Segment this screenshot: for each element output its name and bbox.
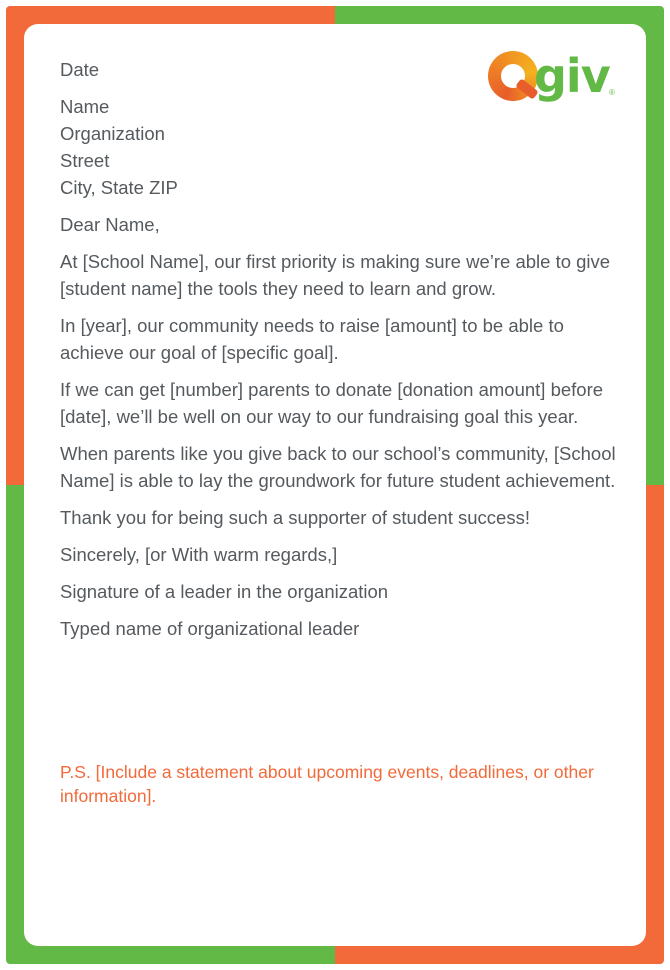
letter-paragraph-thanks: Thank you for being such a supporter of student success!	[60, 507, 530, 528]
letter-paragraph-ask: If we can get [number] parents to donate [donation amount] before [date], we’ll be well on our way to our fundraising goal this year.	[60, 379, 604, 427]
address-name: Name	[60, 96, 110, 117]
recipient-address	[60, 93, 620, 201]
letter-typed-name: Typed name of organizational leader	[60, 618, 360, 639]
letter-paragraph-goal: In [year], our community needs to raise [amount] to be able to achieve our goal of [specific goal].	[60, 315, 564, 363]
letter-signature: Signature of a leader in the organization	[60, 581, 389, 602]
letter-postscript: P.S. [Include a statement about upcoming events, deadlines, or other information].	[60, 761, 594, 806]
letter-closing: Sincerely, [or With warm regards,]	[60, 544, 338, 565]
address-organization: Organization	[60, 123, 165, 144]
address-street: Street	[60, 150, 110, 171]
letter-greeting: Dear Name,	[60, 214, 160, 235]
letter-paragraph-priority: At [School Name], our first priority is making sure we’re able to give [student name] the tools they need to learn and grow.	[60, 251, 611, 299]
logo-wordmark: giv	[534, 49, 610, 103]
letter-body	[60, 56, 620, 652]
letter-paragraph-impact: When parents like you give back to our school’s community, [School Name] is able to lay the groundwork for future student achievement.	[60, 443, 616, 491]
logo-registered-mark: ®	[609, 88, 615, 97]
letter-card	[24, 24, 646, 946]
letter-date: Date	[60, 59, 100, 80]
address-city-state-zip: City, State ZIP	[60, 177, 178, 198]
